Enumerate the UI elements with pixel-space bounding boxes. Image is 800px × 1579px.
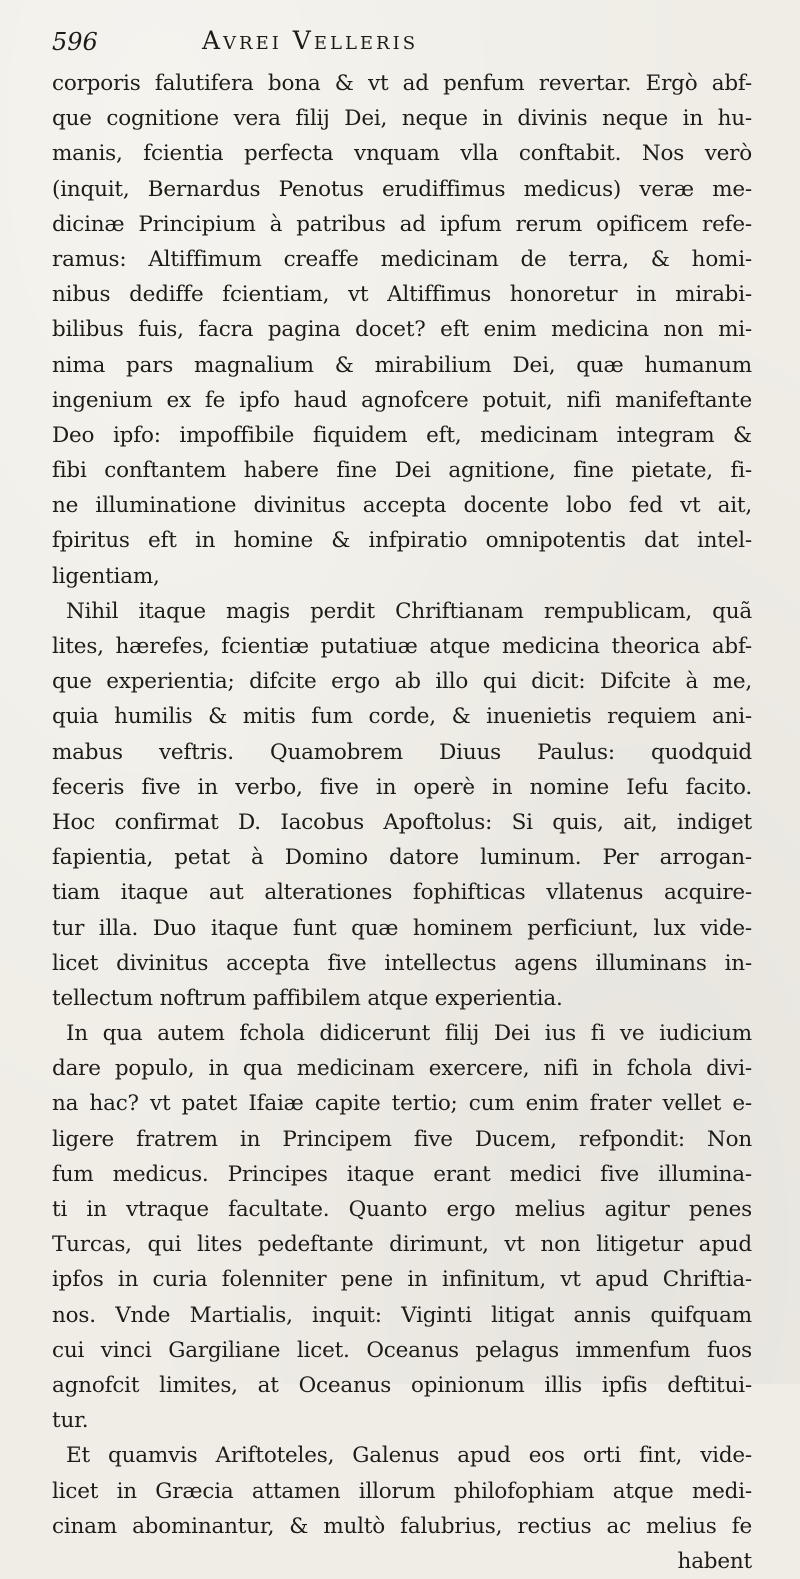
text-line: tur.: [52, 1408, 89, 1434]
text-line: ipfos in curia folenniter pene in infinitum, vt apud Chriftia-: [52, 1267, 752, 1293]
text-line: Nihil itaque magis perdit Chriftianam rempublicam, quã: [66, 598, 752, 624]
page-number: 596: [52, 28, 98, 56]
text-line: tur illa. Duo itaque funt quæ hominem perficiunt, lux vide-: [52, 915, 752, 941]
text-line: fapientia, petat à Domino datore luminum. Per arrogan-: [52, 845, 752, 871]
text-line: feceris five in verbo, five in operè in nomine Iefu facito.: [52, 774, 752, 800]
body-text: [52, 66, 752, 1579]
text-line: ingenium ex fe ipfo haud agnofcere potuit, nifi manifeftante: [52, 387, 752, 413]
text-line: fpiritus eft in homine & infpiratio omnipotentis dat intel-: [52, 528, 752, 554]
text-line: cui vinci Gargiliane licet. Oceanus pelagus immenfum fuos: [52, 1337, 752, 1363]
text-line: licet divinitus accepta five intellectus agens illuminans in-: [52, 950, 752, 976]
text-line: bilibus fuis, facra pagina docet? eft enim medicina non mi-: [52, 317, 752, 343]
text-line: nos. Vnde Martialis, inquit: Viginti litigat annis quifquam: [52, 1302, 752, 1328]
text-line: manis, fcientia perfecta vnquam vlla conftabit. Nos verò: [52, 141, 752, 167]
text-line: habent: [677, 1548, 752, 1574]
text-line: dare populo, in qua medicinam exercere, nifi in fchola divi-: [52, 1056, 752, 1082]
text-line: cinam abominantur, & multò falubrius, rectius ac melius fe: [52, 1513, 752, 1539]
page-header: [52, 14, 752, 66]
text-line: fibi conftantem habere fine Dei agnitione, fine pietate, fi-: [52, 458, 752, 484]
text-line: tiam itaque aut alterationes fophifticas vllatenus acquire-: [52, 880, 752, 906]
text-line: mabus veftris. Quamobrem Diuus Paulus: quodquid: [52, 739, 752, 765]
text-line: nima pars magnalium & mirabilium Dei, quæ humanum: [52, 352, 752, 378]
text-line: nibus dediffe fcientiam, vt Altiffimus honoretur in mirabi-: [52, 282, 752, 308]
text-line: Et quamvis Ariftoteles, Galenus apud eos orti fint, vide-: [66, 1443, 752, 1469]
text-line: ramus: Altiffimum creaffe medicinam de terra, & homi-: [52, 246, 752, 272]
text-line: licet in Græcia attamen illorum philofophiam atque medi-: [52, 1478, 752, 1504]
text-line: ti in vtraque facultate. Quanto ergo melius agitur penes: [52, 1197, 752, 1222]
text-line: na hac? vt patet Ifaiæ capite tertio; cum enim frater vellet e-: [52, 1091, 752, 1117]
text-line: quia humilis & mitis fum corde, & inuenietis requiem ani-: [52, 704, 752, 730]
text-line: lites, hærefes, fcientiæ putatiuæ atque medicina theorica abf-: [52, 634, 752, 659]
text-line: In qua autem fchola didicerunt filij Dei ius fi ve iudicium: [66, 1021, 752, 1047]
text-line: dicinæ Principium à patribus ad ipfum rerum opificem refe-: [52, 211, 752, 237]
text-line: que cognitione vera filij Dei, neque in divinis neque in hu-: [52, 106, 752, 132]
text-line: fum medicus. Principes itaque erant medici five illumina-: [52, 1161, 752, 1187]
text-line: Turcas, qui lites pedeftante dirimunt, vt non litigetur apud: [52, 1232, 752, 1258]
text-line: ne illuminatione divinitus accepta docente lobo fed vt ait,: [52, 493, 752, 519]
text-line: corporis falutifera bona & vt ad penfum revertar. Ergò abf-: [52, 71, 752, 96]
text-line: (inquit, Bernardus Penotus erudiffimus medicus) veræ me-: [52, 176, 752, 202]
text-line: agnofcit limites, at Oceanus opinionum illis ipfis deftitui-: [52, 1372, 752, 1398]
text-line: ligentiam,: [52, 563, 160, 589]
text-line: Deo ipfo: impoffibile fiquidem eft, medicinam integram &: [52, 422, 752, 448]
running-head: Avrei Velleris: [202, 26, 419, 55]
text-line: que experientia; difcite ergo ab illo qui dicit: Difcite à me,: [52, 669, 752, 695]
text-line: tellectum noftrum paffibilem atque experientia.: [52, 985, 563, 1011]
text-line: ligere fratrem in Principem five Ducem, refpondit: Non: [52, 1126, 752, 1152]
text-line: Hoc confirmat D. Iacobus Apoftolus: Si quis, ait, indiget: [52, 809, 752, 835]
